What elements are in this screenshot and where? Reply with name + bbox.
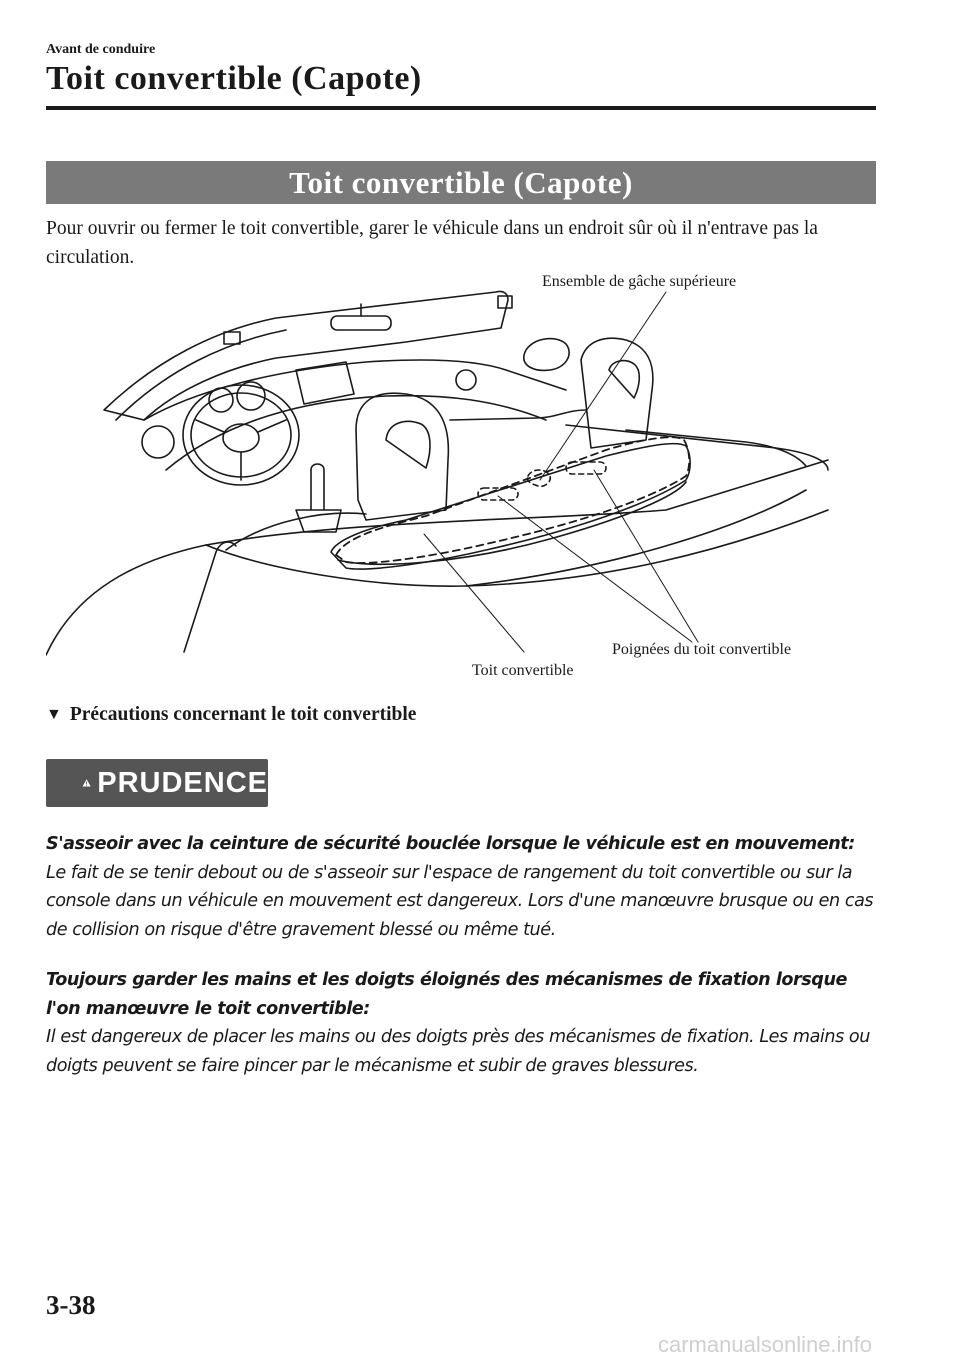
- warning-text: Il est dangereux de placer les mains ou des doigts près des mécanismes de fixation. Les mains ou doigts peuvent se faire pincer par le mécanisme et subir de graves blessures.: [46, 1027, 870, 1076]
- side-mirror: [524, 339, 569, 371]
- watermark: carmanualsonline.info: [658, 1332, 873, 1357]
- caution-label: PRUDENCE: [97, 766, 268, 799]
- callout-top-handles: Poignées du toit convertible: [612, 641, 792, 658]
- warning-block: [46, 966, 886, 1080]
- door-pillar: [184, 552, 216, 652]
- caution-badge: [46, 759, 268, 807]
- warning-text: Le fait de se tenir debout ou de s'asseoir sur l'espace de rangement du toit convertible ou sur la console dans un véhicule en mouvement est dangereux. Lors d'une manœuvre brusque ou en cas de collision on risque d'être gravement blessé ou même tué.: [46, 862, 874, 940]
- section-title: Toit convertible (Capote): [289, 164, 633, 200]
- page-title: Toit convertible (Capote): [46, 60, 422, 97]
- left-seat: [356, 393, 448, 520]
- precautions-heading-text: Précautions concernant le toit convertible: [69, 704, 417, 725]
- warning-heading: Toujours garder les mains et les doigts éloignés des mécanismes de fixation lorsque l'on manœuvre le toit convertible:: [46, 970, 848, 1019]
- callout-convertible-top: Toit convertible: [472, 662, 574, 679]
- warning-triangle-icon: [82, 766, 91, 800]
- callout-leader-lines: [424, 292, 698, 652]
- body-side-line: [46, 460, 828, 655]
- convertible-top-illustration: [46, 270, 876, 690]
- triangle-marker-icon: ▼: [46, 706, 62, 723]
- display-screen: [296, 362, 354, 404]
- intro-paragraph: Pour ouvrir ou fermer le toit convertible, garer le véhicule dans un endroit sûr où il n'entrave pas la circulation.: [46, 218, 818, 268]
- warning-heading: S'asseoir avec la ceinture de sécurité bouclée lorsque le véhicule est en mouvement:: [46, 834, 855, 854]
- convertible-top-cover: [331, 444, 690, 569]
- dashboard-top: [144, 360, 566, 420]
- precautions-heading: [46, 704, 416, 726]
- right-handle-recess: [566, 462, 606, 474]
- section-banner: [46, 161, 876, 204]
- right-latch-box: [498, 296, 512, 308]
- windshield-frame: [104, 291, 508, 420]
- warning-block: [46, 830, 886, 944]
- callout-upper-latch: Ensemble de gâche supérieure: [542, 273, 737, 290]
- rear-view-mirror: [331, 316, 391, 330]
- page-number: 3-38: [46, 1290, 96, 1320]
- breadcrumb: Avant de conduire: [46, 42, 156, 57]
- header-divider: [46, 106, 876, 110]
- left-latch-box: [224, 332, 240, 344]
